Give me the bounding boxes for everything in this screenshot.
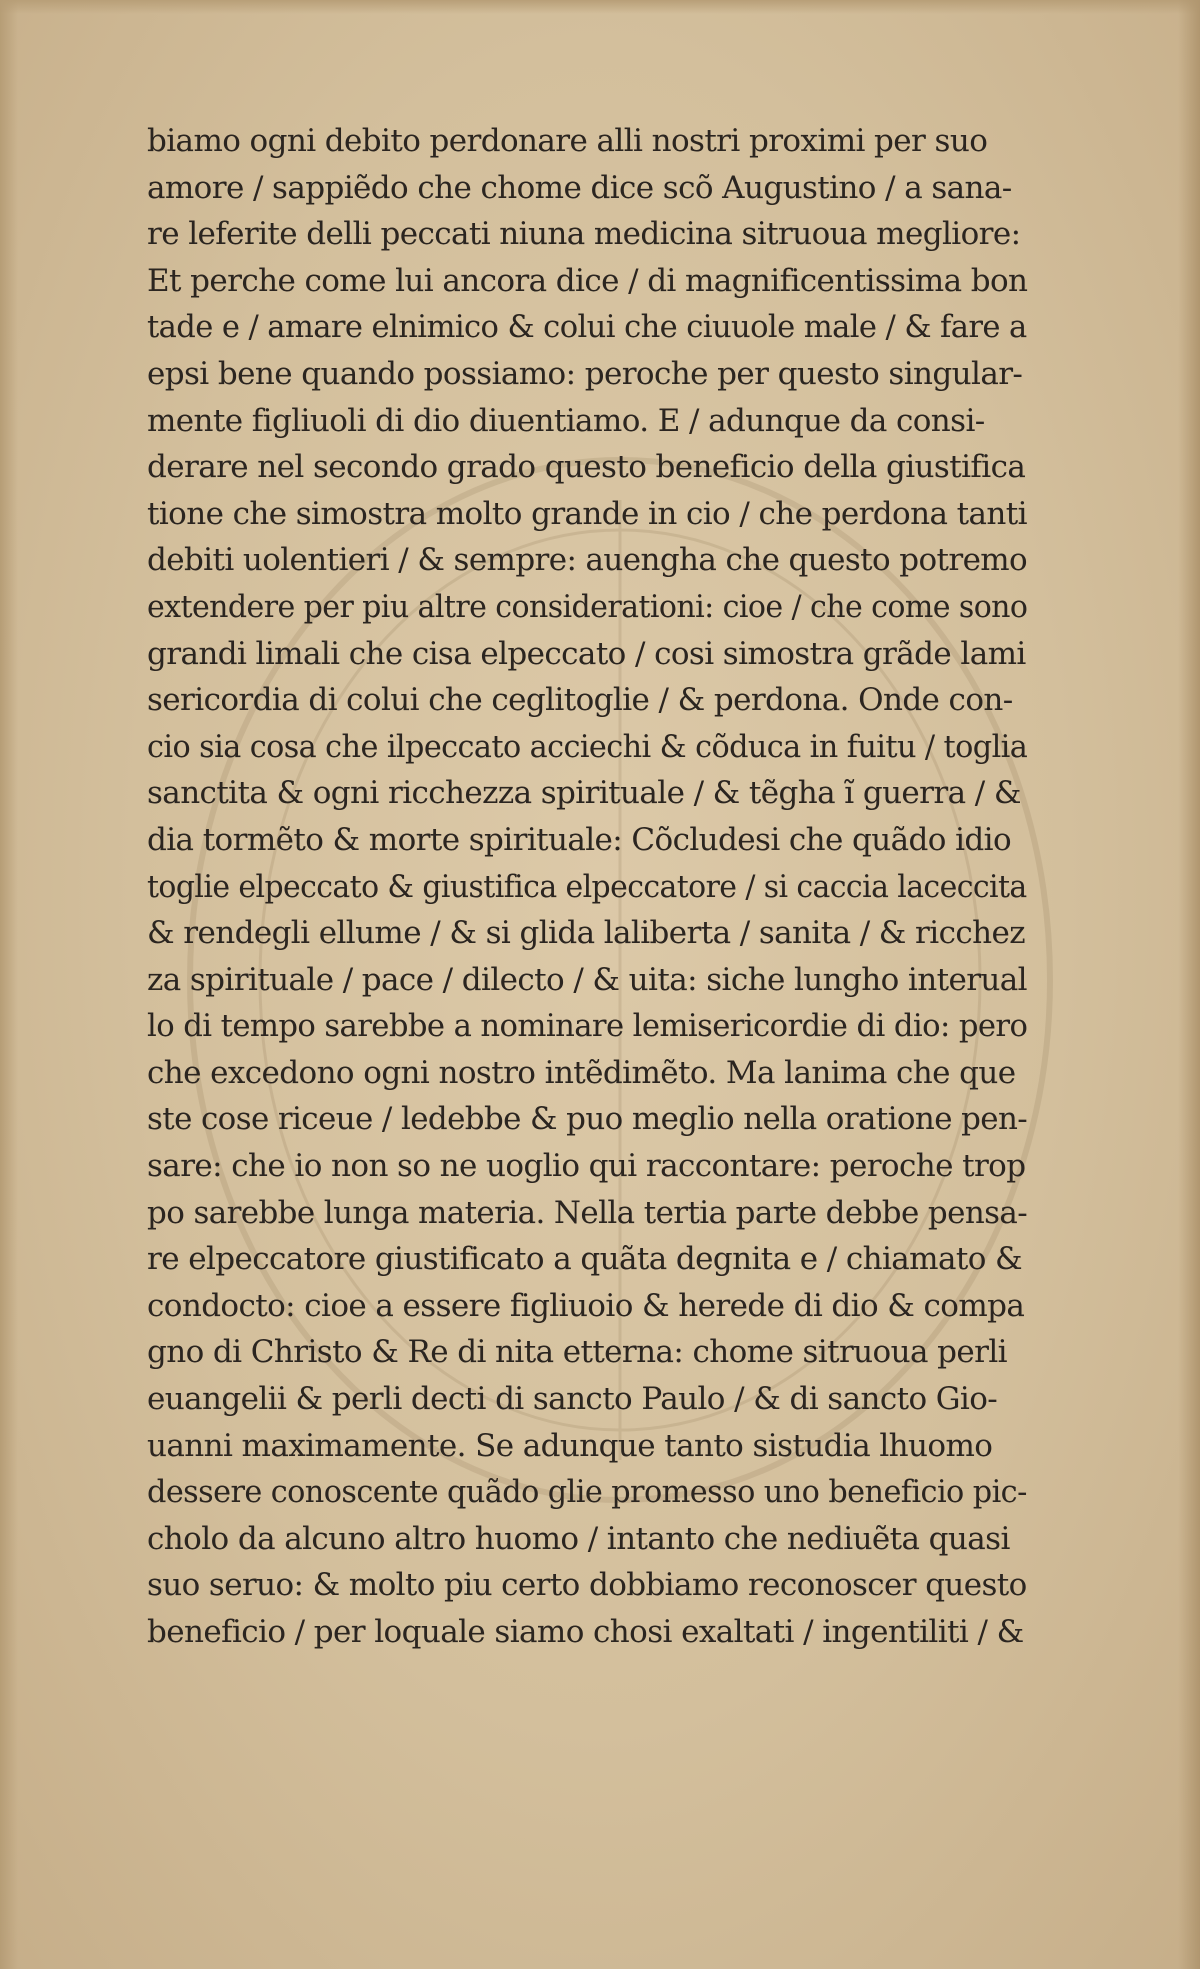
text-line: re elpeccatore giustificato a quãta degnita e / chiamato & — [147, 1241, 1023, 1278]
text-block — [147, 118, 1027, 1656]
page-left-edge — [0, 0, 18, 1969]
text-line: gno di Christo & Re di nita etterna: chome sitruoua perli — [147, 1334, 1007, 1371]
text-line: suo seruo: & molto piu certo dobbiamo reconoscer questo — [147, 1567, 1027, 1604]
text-line: cholo da alcuno altro huomo / intanto che nediuẽta quasi — [147, 1520, 1010, 1557]
text-line: tione che simostra molto grande in cio / che perdona tanti — [147, 495, 1027, 532]
text-line: dia tormẽto & morte spirituale: Cõcludesi che quãdo idio — [147, 821, 1012, 858]
text-line: cio sia cosa che ilpeccato acciechi & cõduca in fuitu / toglia — [147, 728, 1028, 765]
text-line: condocto: cioe a essere figliuoio & herede di dio & compa — [147, 1287, 1025, 1324]
text-line: biamo ogni debito perdonare alli nostri proximi per suo — [147, 123, 988, 159]
text-line: derare nel secondo grado questo beneficio della giustifica — [147, 449, 1026, 486]
text-line: sericordia di colui che ceglitoglie / & perdona. Onde con- — [147, 682, 1013, 719]
text-line: beneficio / per loquale siamo chosi exaltati / ingentiliti / & — [147, 1614, 1024, 1650]
text-line: lo di tempo sarebbe a nominare lemisericordie di dio: pero — [147, 1008, 1028, 1045]
text-line: sare: che io non so ne uoglio qui raccontare: peroche trop — [147, 1148, 1026, 1185]
text-line: Et perche come lui ancora dice / di magnificentissima bon — [147, 262, 1028, 299]
text-line: re leferite delli peccati niuna medicina sitruoua megliore: — [147, 216, 1021, 253]
text-line: toglie elpeccato & giustifica elpeccatore / si caccia laceccita — [147, 868, 1027, 905]
text-line: dessere conoscente quãdo glie promesso uno beneficio pic- — [147, 1474, 1027, 1511]
text-line: po sarebbe lunga materia. Nella tertia parte debbe pensa- — [147, 1194, 1028, 1231]
text-line: za spirituale / pace / dilecto / & uita: siche lungho interual — [147, 961, 1027, 998]
text-line: extendere per piu altre considerationi: cioe / che come sono — [147, 588, 1028, 625]
text-line: euangelii & perli decti di sancto Paulo / & di sancto Gio- — [147, 1381, 998, 1418]
text-line: ste cose riceue / ledebbe & puo meglio nella oratione pen- — [147, 1101, 1028, 1138]
text-line: tade e / amare elnimico & colui che ciuuole male / & fare a — [147, 309, 1027, 346]
text-line: amore / sappiẽdo che chome dice scõ Augustino / a sana- — [147, 169, 1012, 206]
text-line: debiti uolentieri / & sempre: auengha che questo potremo — [147, 542, 1028, 579]
text-line: grandi limali che cisa elpeccato / cosi simostra grãde lami — [147, 635, 1026, 672]
page-top-edge — [0, 0, 1200, 14]
text-line: uanni maximamente. Se adunque tanto sistudia lhuomo — [147, 1427, 993, 1464]
text-line: che excedono ogni nostro intẽdimẽto. Ma lanima che que — [147, 1054, 1016, 1091]
text-line: & rendegli ellume / & si glida laliberta / sanita / & ricchez — [147, 915, 1025, 952]
text-line: sanctita & ogni ricchezza spirituale / & tẽgha ĩ guerra / & — [147, 775, 1021, 812]
page-right-edge — [1178, 0, 1200, 1969]
text-line: epsi bene quando possiamo: peroche per questo singular- — [147, 355, 1023, 392]
text-line: mente figliuoli di dio diuentiamo. E / adunque da consi- — [147, 402, 985, 439]
